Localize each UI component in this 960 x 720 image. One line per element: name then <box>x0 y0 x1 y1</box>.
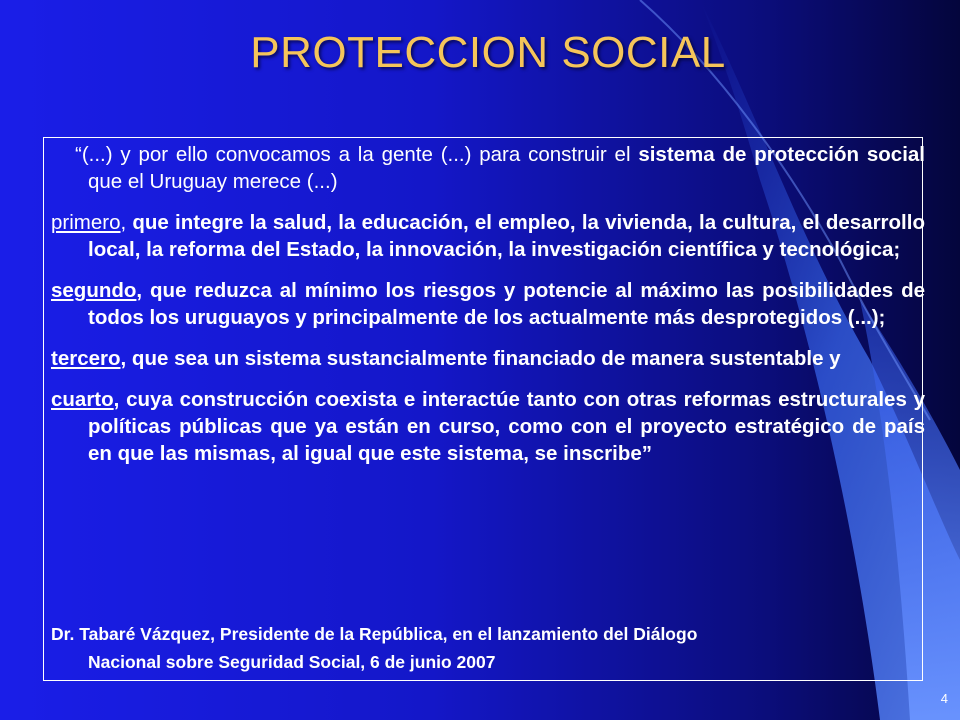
slide-number: 4 <box>940 691 948 706</box>
item-separator: , <box>120 347 132 370</box>
quote-item-segundo <box>51 277 925 331</box>
quote-intro-bold: sistema de protección social <box>638 143 925 166</box>
item-text: que sea un sistema sustancialmente financiado de manera sustentable y <box>131 347 841 370</box>
item-label: tercero <box>51 347 121 370</box>
item-separator: , <box>136 279 151 302</box>
item-text: que reduzca al mínimo los riesgos y potencie al máximo las posibilidades de todos los uruguayos y principalmente de los actualmente más desprotegidos (...); <box>88 279 925 329</box>
quote-item-primero <box>51 209 925 263</box>
item-label: segundo <box>51 279 137 302</box>
item-label: primero <box>51 211 121 234</box>
quote-intro <box>51 141 925 195</box>
item-separator: , <box>113 388 127 411</box>
attribution <box>51 620 911 676</box>
quote-body <box>51 141 925 481</box>
quote-item-cuarto <box>51 386 925 467</box>
quote-intro-text-b: que el Uruguay merece (...) <box>88 170 338 193</box>
item-text: que integre la salud, la educación, el empleo, la vivienda, la cultura, el desarrollo local, la reforma del Estado, la innovación, la investigación científica y tecnológica; <box>88 211 925 261</box>
attribution-line-2: Nacional sobre Seguridad Social, 6 de junio 2007 <box>88 652 496 672</box>
quote-item-tercero <box>51 345 925 372</box>
slide-title: PROTECCION SOCIAL <box>250 28 726 77</box>
item-label: cuarto <box>51 388 114 411</box>
item-separator: , <box>120 211 133 234</box>
quote-intro-text-a: “(...) y por ello convocamos a la gente (...) para construir el <box>75 143 639 166</box>
item-text: cuya construcción coexista e interactúe tanto con otras reformas estructurales y políticas públicas que ya están en curso, como con el proyecto estratégico de país en que las mismas, al igual que este sistema, se inscribe” <box>88 388 925 465</box>
attribution-line-1: Dr. Tabaré Vázquez, Presidente de la República, en el lanzamiento del Diálogo <box>51 624 698 644</box>
